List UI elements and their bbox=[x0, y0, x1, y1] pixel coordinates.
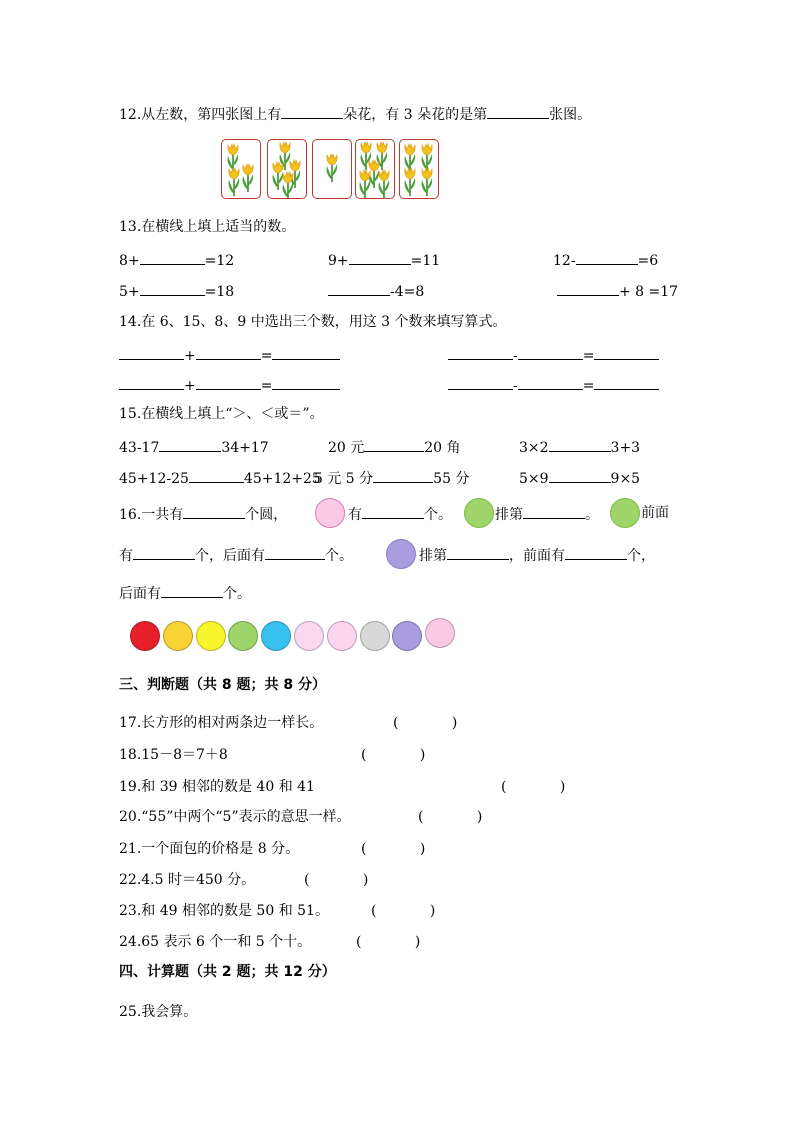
answer-blank[interactable] bbox=[518, 375, 583, 390]
equation: + = bbox=[119, 375, 340, 395]
question-15-title: 15.在横线上填上“＞、＜或＝”。 bbox=[119, 406, 324, 422]
answer-blank[interactable] bbox=[594, 375, 659, 390]
question-25: 25.我会算。 bbox=[119, 1004, 198, 1020]
equation: 9+ =11 bbox=[328, 250, 440, 270]
circle-icon bbox=[163, 621, 193, 651]
answer-blank[interactable] bbox=[364, 437, 424, 452]
flower-picture-2 bbox=[267, 139, 307, 199]
colored-circle-row bbox=[130, 620, 460, 654]
equation: 8+ =12 bbox=[119, 250, 234, 270]
answer-blank[interactable] bbox=[576, 250, 638, 265]
equation: + = bbox=[119, 345, 340, 365]
tulip-icon bbox=[356, 140, 394, 198]
answer-blank[interactable] bbox=[281, 104, 343, 119]
answer-parentheses[interactable]: ( ) bbox=[304, 872, 369, 888]
judge-question: 20.“55”中两个“5”表示的意思一样。 bbox=[119, 809, 351, 825]
equation: 5+ =18 bbox=[119, 281, 234, 301]
answer-parentheses[interactable]: ( ) bbox=[418, 809, 483, 825]
flower-picture-5 bbox=[399, 139, 439, 199]
answer-blank[interactable] bbox=[448, 345, 513, 360]
circle-icon bbox=[261, 621, 291, 651]
answer-blank[interactable] bbox=[549, 468, 611, 483]
answer-blank[interactable] bbox=[140, 281, 205, 296]
compare-item: 3×2 3+3 bbox=[519, 437, 640, 457]
purple-circle-icon bbox=[386, 539, 416, 569]
answer-blank[interactable] bbox=[196, 375, 261, 390]
green-circle-icon bbox=[464, 498, 494, 528]
circle-icon bbox=[196, 621, 226, 651]
answer-blank[interactable] bbox=[272, 345, 340, 360]
judge-question: 19.和 39 相邻的数是 40 和 41 bbox=[119, 779, 315, 795]
circle-icon bbox=[327, 621, 357, 651]
question-16-line-1: 16.一共有 个圆， bbox=[119, 504, 287, 524]
answer-blank[interactable] bbox=[328, 281, 390, 296]
pink-circle-icon bbox=[315, 498, 345, 528]
circle-icon bbox=[425, 618, 455, 648]
answer-blank[interactable] bbox=[265, 545, 325, 560]
answer-blank[interactable] bbox=[518, 345, 583, 360]
answer-blank[interactable] bbox=[189, 468, 244, 483]
answer-blank[interactable] bbox=[159, 437, 221, 452]
judge-question: 23.和 49 相邻的数是 50 和 51。 bbox=[119, 903, 329, 919]
circle-icon bbox=[130, 621, 160, 651]
compare-item: 5 元 5 分 55 分 bbox=[314, 468, 469, 488]
tulip-icon bbox=[313, 140, 351, 198]
question-13-title: 13.在横线上填上适当的数。 bbox=[119, 219, 296, 235]
answer-blank[interactable] bbox=[183, 504, 245, 519]
answer-blank[interactable] bbox=[349, 250, 411, 265]
equation: + 8 =17 bbox=[557, 281, 678, 301]
flower-picture-4 bbox=[355, 139, 395, 199]
circle-icon bbox=[294, 621, 324, 651]
circle-icon bbox=[392, 621, 422, 651]
compare-item: 45+12-25 45+12+25 bbox=[119, 468, 321, 488]
answer-blank[interactable] bbox=[448, 375, 513, 390]
answer-parentheses[interactable]: ( ) bbox=[361, 747, 426, 763]
answer-blank[interactable] bbox=[565, 545, 627, 560]
answer-parentheses[interactable]: ( ) bbox=[501, 779, 566, 795]
answer-parentheses[interactable]: ( ) bbox=[393, 715, 458, 731]
tulip-icon bbox=[400, 140, 438, 198]
answer-parentheses[interactable]: ( ) bbox=[361, 841, 426, 857]
answer-blank[interactable] bbox=[487, 104, 549, 119]
green-circle-icon bbox=[610, 498, 640, 528]
compare-item: 20 元 20 角 bbox=[328, 437, 461, 457]
answer-blank[interactable] bbox=[133, 545, 195, 560]
circle-icon bbox=[228, 621, 258, 651]
answer-blank[interactable] bbox=[447, 545, 509, 560]
question-14-title: 14.在 6、15、8、9 中选出三个数，用这 3 个数来填写算式。 bbox=[119, 314, 507, 330]
answer-blank[interactable] bbox=[362, 504, 424, 519]
section-3-heading: 三、判断题（共 8 题；共 8 分） bbox=[119, 677, 326, 693]
equation: - = bbox=[448, 345, 659, 365]
answer-blank[interactable] bbox=[594, 345, 659, 360]
question-12: 12.从左数，第四张图上有 朵花，有 3 朵花的是第 张图。 bbox=[119, 104, 591, 124]
answer-parentheses[interactable]: ( ) bbox=[356, 934, 421, 950]
answer-blank[interactable] bbox=[140, 250, 205, 265]
answer-blank[interactable] bbox=[196, 345, 261, 360]
answer-parentheses[interactable]: ( ) bbox=[371, 903, 436, 919]
judge-question: 24.65 表示 6 个一和 5 个十。 bbox=[119, 934, 312, 950]
compare-item: 5×9 9×5 bbox=[519, 468, 640, 488]
answer-blank[interactable] bbox=[549, 437, 611, 452]
answer-blank[interactable] bbox=[557, 281, 619, 296]
judge-question: 17.长方形的相对两条边一样长。 bbox=[119, 715, 324, 731]
flower-picture-3 bbox=[312, 139, 352, 199]
equation: - = bbox=[448, 375, 659, 395]
question-16-line-2: 有 个，后面有 个。 bbox=[119, 545, 353, 565]
flower-picture-1 bbox=[221, 139, 261, 199]
question-16-line-3: 后面有 个。 bbox=[119, 583, 251, 603]
answer-blank[interactable] bbox=[272, 375, 340, 390]
compare-item: 43-17 34+17 bbox=[119, 437, 269, 457]
judge-question: 18.15－8＝7＋8 bbox=[119, 747, 228, 763]
equation: 12- =6 bbox=[553, 250, 658, 270]
answer-blank[interactable] bbox=[119, 375, 184, 390]
answer-blank[interactable] bbox=[119, 345, 184, 360]
section-4-heading: 四、计算题（共 2 题；共 12 分） bbox=[119, 964, 336, 980]
tulip-icon bbox=[222, 140, 260, 198]
tulip-icon bbox=[268, 140, 306, 198]
circle-icon bbox=[360, 621, 390, 651]
judge-question: 21.一个面包的价格是 8 分。 bbox=[119, 841, 300, 857]
equation: -4=8 bbox=[328, 281, 424, 301]
answer-blank[interactable] bbox=[523, 504, 585, 519]
judge-question: 22.4.5 时＝450 分。 bbox=[119, 872, 256, 888]
answer-blank[interactable] bbox=[161, 583, 223, 598]
answer-blank[interactable] bbox=[373, 468, 433, 483]
